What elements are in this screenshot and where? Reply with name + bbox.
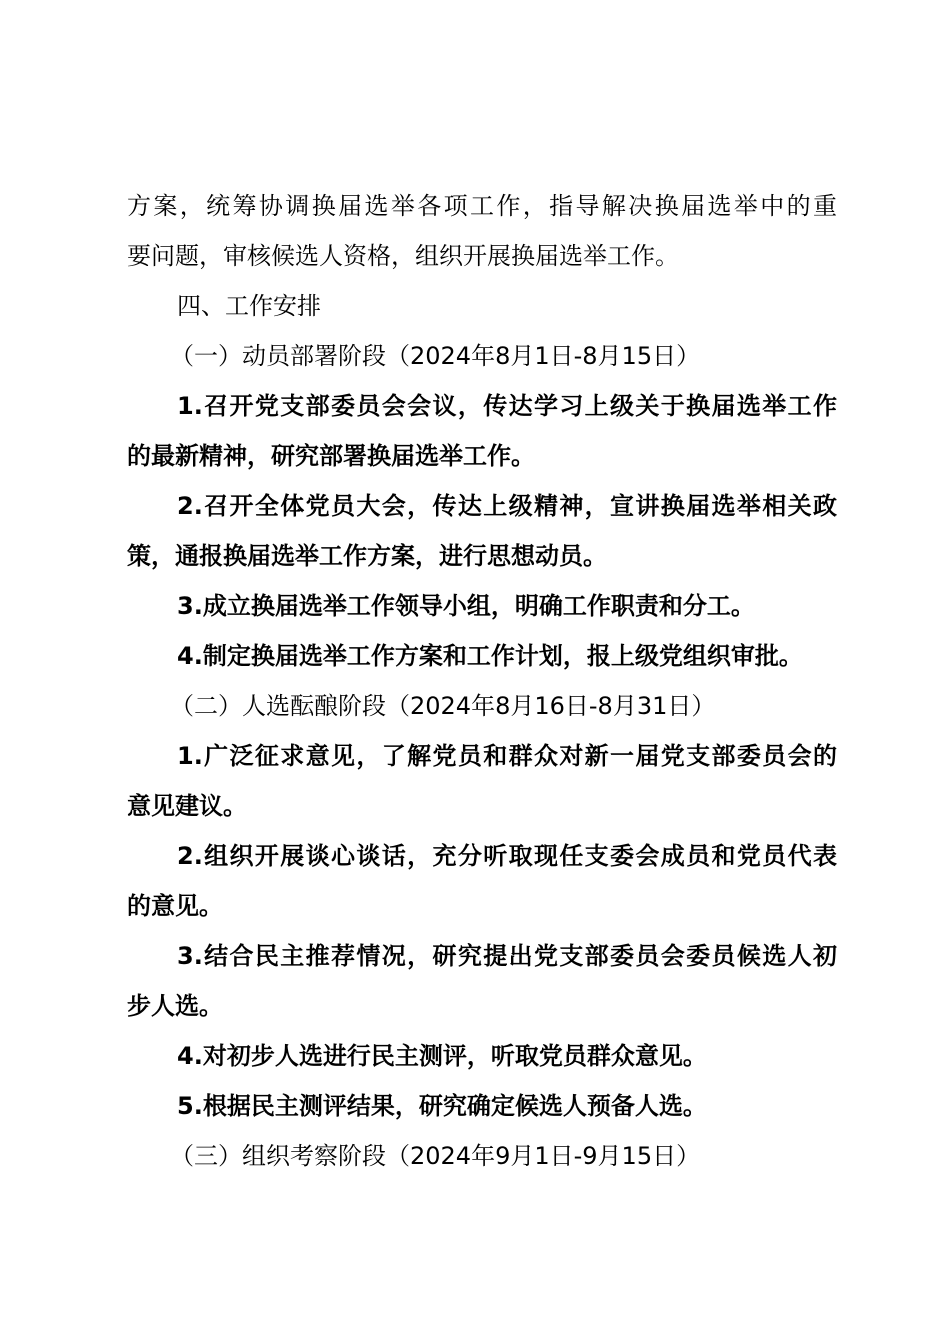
list-item: 4.对初步人选进行民主测评，听取党员群众意见。 <box>177 1042 707 1070</box>
paragraph-line: 要问题，审核候选人资格，组织开展换届选举工作。 <box>127 242 679 270</box>
list-item: 1.召开党支部委员会会议，传达学习上级关于换届选举工作 <box>177 392 837 420</box>
subsection-heading: （二）人选酝酿阶段（2024年8月16日-8月31日） <box>170 692 716 720</box>
list-item: 2.组织开展谈心谈话，充分听取现任支委会成员和党员代表 <box>177 842 837 870</box>
list-item: 3.成立换届选举工作领导小组，明确工作职责和分工。 <box>177 592 755 620</box>
section-heading: 四、工作安排 <box>177 292 321 320</box>
list-item: 5.根据民主测评结果，研究确定候选人预备人选。 <box>177 1092 707 1120</box>
list-item: 3.结合民主推荐情况，研究提出党支部委员会委员候选人初 <box>177 942 837 970</box>
list-item: 1.广泛征求意见，了解党员和群众对新一届党支部委员会的 <box>177 742 837 770</box>
paragraph-line: 方案，统筹协调换届选举各项工作，指导解决换届选举中的重 <box>127 192 837 220</box>
list-item-continuation: 的最新精神，研究部署换届选举工作。 <box>127 442 535 470</box>
list-item-continuation: 意见建议。 <box>127 792 247 820</box>
list-item-continuation: 步人选。 <box>127 992 223 1020</box>
subsection-heading: （三）组织考察阶段（2024年9月1日-9月15日） <box>170 1142 701 1170</box>
list-item: 4.制定换届选举工作方案和工作计划，报上级党组织审批。 <box>177 642 803 670</box>
list-item: 2.召开全体党员大会，传达上级精神，宣讲换届选举相关政 <box>177 492 837 520</box>
subsection-heading: （一）动员部署阶段（2024年8月1日-8月15日） <box>170 342 701 370</box>
list-item-continuation: 策，通报换届选举工作方案，进行思想动员。 <box>127 542 607 570</box>
list-item-continuation: 的意见。 <box>127 892 223 920</box>
